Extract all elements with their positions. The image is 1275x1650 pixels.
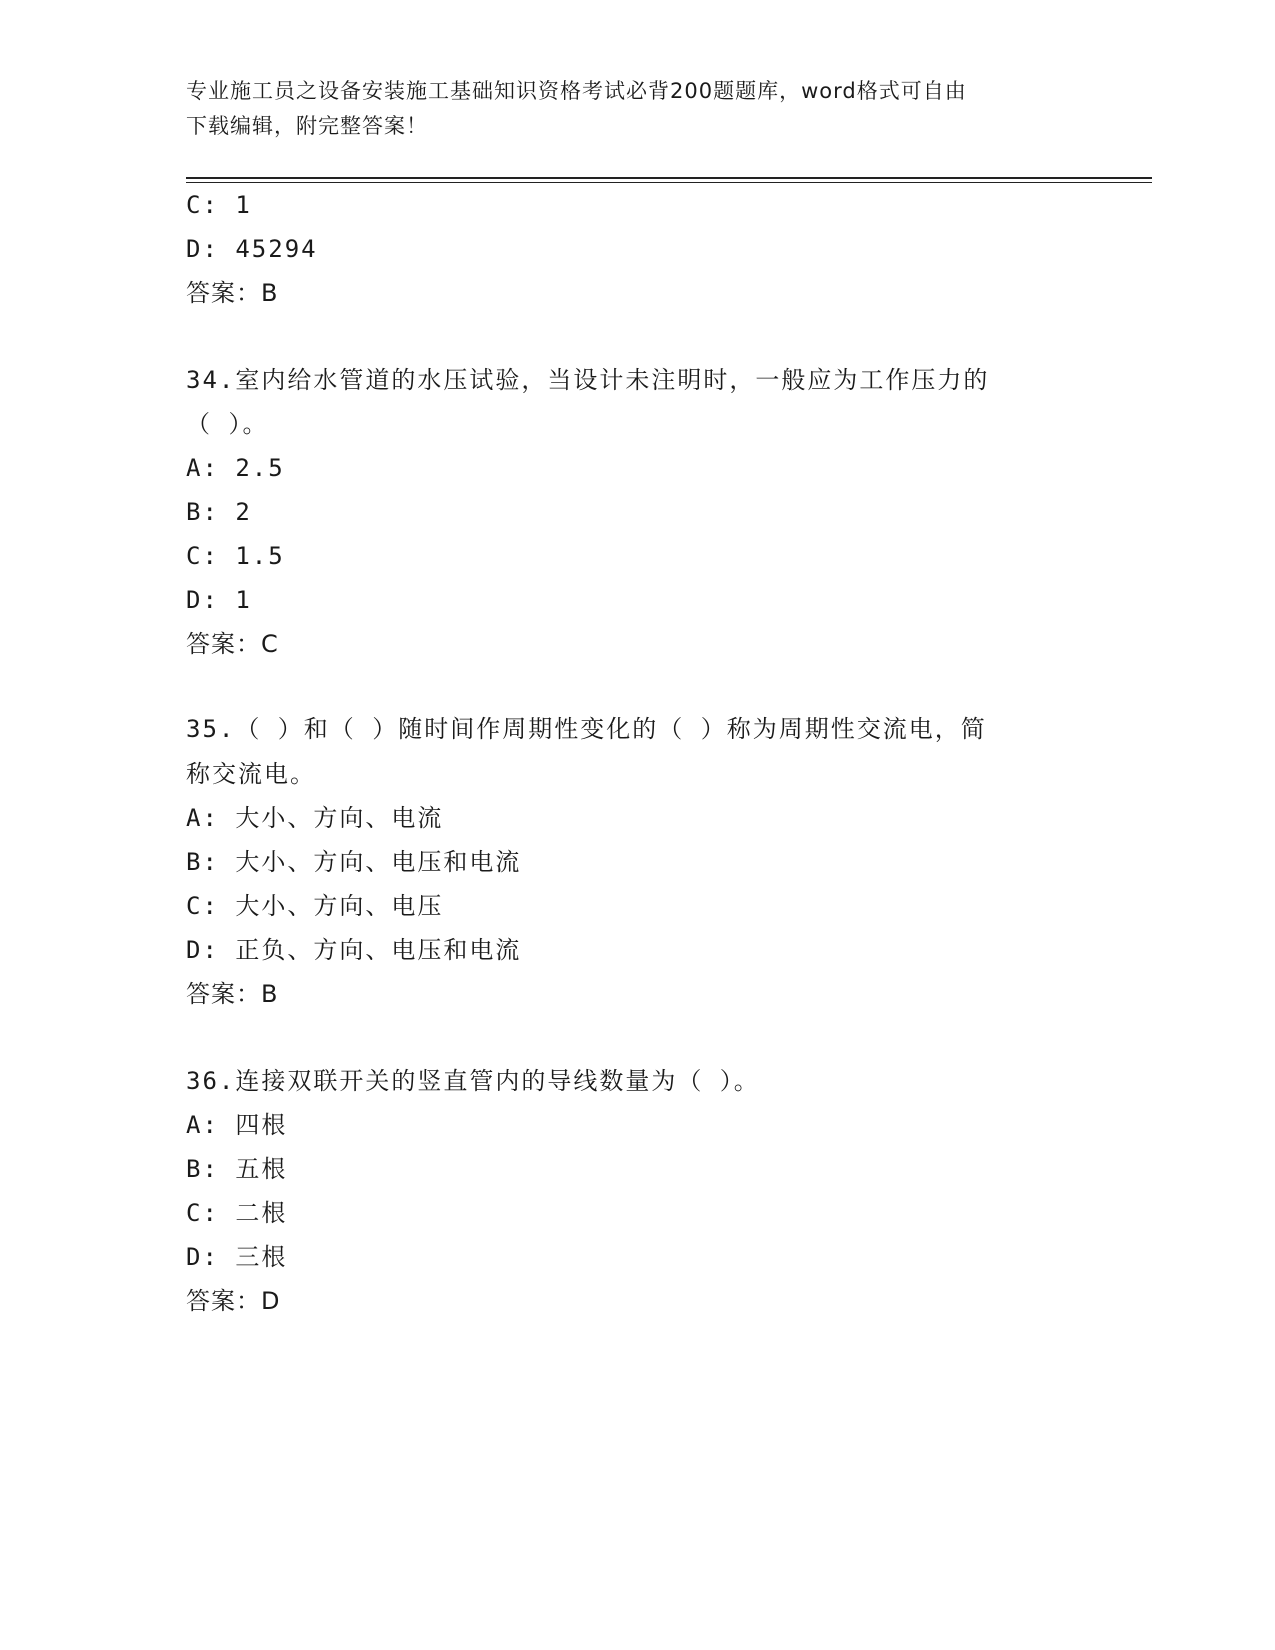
q33-answer: 答案：B	[186, 279, 279, 307]
q35-option-a: A: 大小、方向、电流	[186, 804, 444, 832]
document-header	[186, 74, 1086, 144]
q35-option-c: C: 大小、方向、电压	[186, 892, 444, 920]
q35-option-b: B: 大小、方向、电压和电流	[186, 848, 522, 876]
q35-stem-line-2: 称交流电。	[186, 760, 316, 788]
q34-answer: 答案：C	[186, 630, 279, 658]
q36-option-b: B: 五根	[186, 1155, 288, 1183]
q34-option-a: A: 2.5	[186, 454, 285, 482]
q34-stem-line-1: 34.室内给水管道的水压试验，当设计未注明时，一般应为工作压力的	[186, 366, 990, 394]
q35-answer: 答案：B	[186, 980, 279, 1008]
header-rule-thin	[186, 182, 1152, 183]
q36-option-a: A: 四根	[186, 1111, 288, 1139]
header-rule-thick	[186, 177, 1152, 179]
header-line-2: 下载编辑，附完整答案！	[186, 114, 428, 138]
q36-option-d: D: 三根	[186, 1243, 288, 1271]
q36-option-c: C: 二根	[186, 1199, 288, 1227]
header-line-1: 专业施工员之设备安装施工基础知识资格考试必背200题题库，word格式可自由	[186, 79, 967, 103]
q34-option-b: B: 2	[186, 498, 252, 526]
q35-stem-line-1: 35.（ ）和（ ）随时间作周期性变化的（ ）称为周期性交流电，简	[186, 715, 987, 743]
q33-option-c: C: 1	[186, 191, 252, 219]
q33-option-d: D: 45294	[186, 235, 318, 263]
q34-option-c: C: 1.5	[186, 542, 285, 570]
q34-option-d: D: 1	[186, 586, 252, 614]
q34-stem-line-2: （ ）。	[186, 410, 269, 438]
q36-stem-line-1: 36.连接双联开关的竖直管内的导线数量为（ ）。	[186, 1067, 760, 1095]
q36-answer: 答案：D	[186, 1287, 281, 1315]
q35-option-d: D: 正负、方向、电压和电流	[186, 936, 522, 964]
